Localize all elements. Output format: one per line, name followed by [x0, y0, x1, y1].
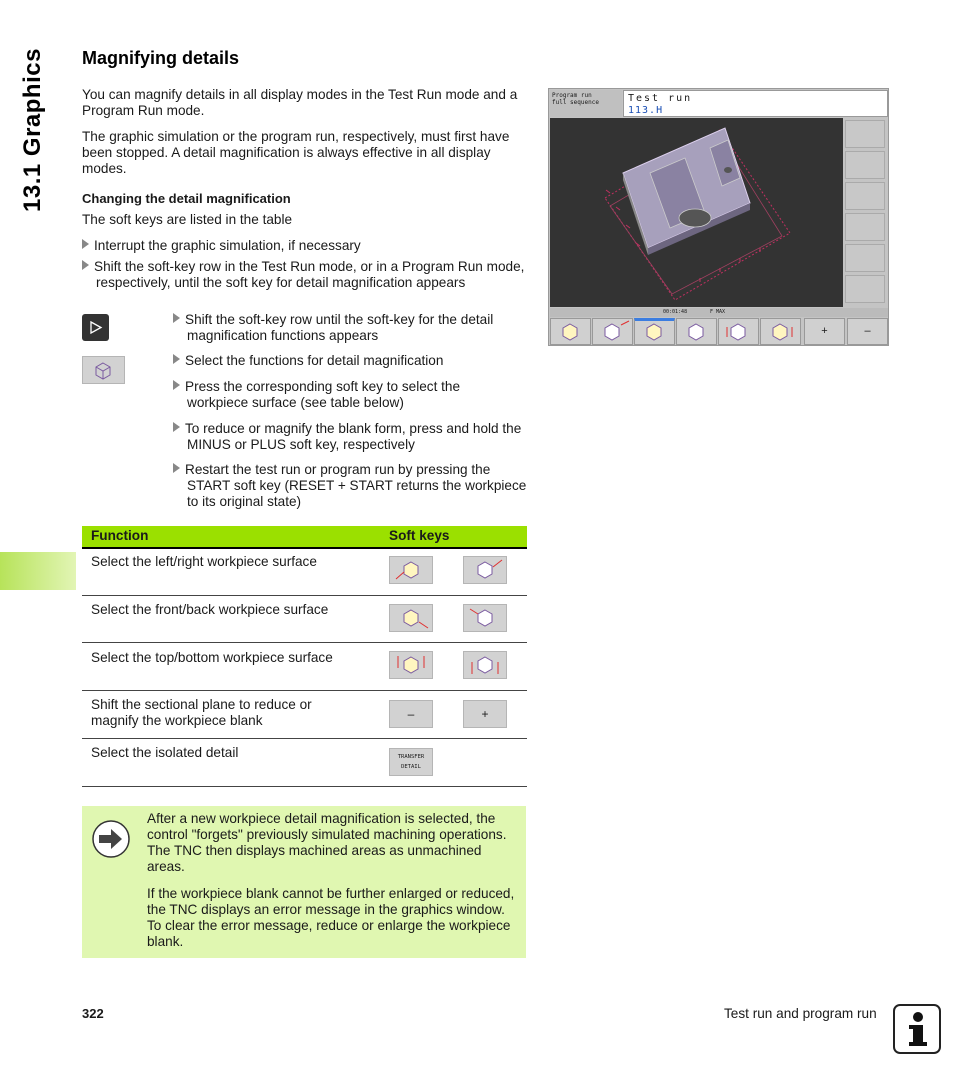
cube-icon [593, 319, 632, 344]
substep-text: Select the functions for detail magnification [185, 353, 444, 368]
cube-icon [677, 319, 716, 344]
mode-line-2: full sequence [552, 99, 599, 106]
table-divider [82, 738, 527, 739]
cube-icon [719, 319, 758, 344]
softkey-bottom-surface[interactable] [463, 651, 507, 679]
softkeys-line: The soft keys are listed in the table [82, 212, 293, 227]
vertical-chapter-title [8, 40, 58, 220]
graphic-simulation-area [550, 118, 843, 307]
arrow-right-circle-icon [91, 819, 131, 859]
softkey-cube-back[interactable] [676, 318, 717, 345]
softkey-cube-top[interactable] [718, 318, 759, 345]
table-divider [82, 690, 527, 691]
screen-status-bar [550, 308, 888, 317]
bullet-arrow-icon [82, 260, 89, 270]
transfer-line-2: DETAIL [401, 764, 421, 770]
bullet-text: Shift the soft-key row in the Test Run mode, or in a Program Run mode, respectively, until the soft key for detail magnification appears [94, 259, 525, 290]
cube-icon [551, 319, 590, 344]
bullet-arrow-icon [173, 380, 180, 390]
substep-1 [173, 312, 537, 344]
intro-paragraph-2: The graphic simulation or the program run, respectively, must first have been stopped. A detail magnification is always effective in all display modes. [82, 129, 510, 176]
bullet-arrow-icon [82, 239, 89, 249]
header-function: Function [91, 528, 149, 543]
screen-mode-label [550, 90, 622, 117]
table-divider [82, 642, 527, 643]
softkey-minus[interactable]: – [847, 318, 888, 345]
cube-front-arrow-icon [390, 605, 432, 631]
substep-4 [173, 421, 537, 453]
workpiece-3d-graphic [550, 118, 843, 307]
table-row-label: Select the front/back workpiece surface [91, 602, 329, 617]
note-box [82, 806, 526, 958]
table-divider [82, 786, 527, 787]
screen-vertical-softkeys [843, 118, 887, 307]
control-screen-image [548, 88, 889, 346]
page-number: 322 [82, 1006, 104, 1021]
bullet-arrow-icon [173, 463, 180, 473]
vertical-softkey[interactable] [845, 182, 885, 210]
screen-title-line-1: Test run [628, 93, 693, 104]
cube-top-arrow-icon [390, 652, 432, 678]
screen-program-name: 113.H [628, 105, 664, 116]
vertical-softkey[interactable] [845, 120, 885, 148]
bullet-1 [82, 238, 536, 254]
subheading: Changing the detail magnification [82, 191, 291, 206]
bullet-arrow-icon [173, 354, 180, 364]
substep-text: To reduce or magnify the blank form, press and hold the MINUS or PLUS soft key, respectively [185, 421, 522, 452]
softkey-cube-right[interactable] [592, 318, 633, 345]
intro-paragraph-1: You can magnify details in all display modes in the Test Run mode and a Program Run mode. [82, 87, 518, 118]
footer-chapter: Test run and program run [724, 1006, 877, 1021]
note-paragraph-2: If the workpiece blank cannot be further enlarged or reduced, the TNC displays an error message in the graphics window. To clear the error message, reduce or enlarge the workpiece blank. [147, 886, 515, 949]
table-row-label: Select the left/right workpiece surface [91, 554, 317, 569]
table-header [82, 526, 527, 549]
chapter-tab-marker [0, 552, 76, 590]
cube-left-arrow-icon [390, 557, 432, 583]
cube-icon [761, 319, 800, 344]
cube-bottom-arrow-icon [464, 652, 506, 678]
table-row-label: Select the isolated detail [91, 745, 239, 760]
header-soft-keys: Soft keys [389, 528, 450, 543]
table-divider [82, 595, 527, 596]
softkey-plus[interactable]: + [804, 318, 845, 345]
vertical-softkey[interactable] [845, 244, 885, 272]
softkey-back-surface[interactable] [463, 604, 507, 632]
softkey-top-surface[interactable] [389, 651, 433, 679]
note-paragraph-1: After a new workpiece detail magnification is selected, the control "forgets" previously simulated machining operations. The TNC then displays machined areas as unmachined areas. [147, 811, 507, 874]
softkey-front-surface[interactable] [389, 604, 433, 632]
cube-icon [83, 357, 124, 383]
softkey-cube-left[interactable] [550, 318, 591, 345]
transfer-line-1: TRANSFER [397, 754, 425, 760]
screen-title-box [623, 90, 888, 117]
info-i-glyph [895, 1006, 939, 1052]
substep-text: Shift the soft-key row until the soft-key for the detail magnification functions appears [185, 312, 494, 343]
bullet-2 [82, 259, 536, 291]
detail-magnification-softkey[interactable] [82, 356, 125, 384]
substep-5 [173, 462, 532, 510]
vertical-softkey[interactable] [845, 275, 885, 303]
chapter-title-text: 13.1 Graphics [19, 48, 46, 212]
softkey-cube-bottom[interactable] [760, 318, 801, 345]
shift-softkey-row-button[interactable] [82, 314, 109, 341]
softkey-transfer-detail[interactable] [389, 748, 433, 776]
softkey-left-surface[interactable] [389, 556, 433, 584]
cube-right-arrow-icon [464, 557, 506, 583]
bullet-arrow-icon [173, 422, 180, 432]
substep-3 [173, 379, 517, 411]
vertical-softkey[interactable] [845, 151, 885, 179]
softkey-minus[interactable]: – [389, 700, 433, 728]
cube-back-arrow-icon [464, 605, 506, 631]
mode-line-1: Program run [552, 92, 592, 99]
info-icon [893, 1004, 941, 1054]
status-time: 00:01:48 [663, 309, 688, 315]
section-title: Magnifying details [82, 48, 240, 68]
softkey-cube-front[interactable] [634, 318, 675, 345]
substep-2 [173, 353, 537, 369]
screen-softkey-row [550, 318, 888, 345]
substep-text: Restart the test run or program run by pressing the START soft key (RESET + START returns the workpiece to its original state) [185, 462, 527, 509]
play-triangle-icon [82, 314, 109, 341]
table-row-label: Shift the sectional plane to reduce or magnify the workpiece blank [91, 697, 312, 728]
status-feed: F MAX [710, 309, 726, 315]
bullet-arrow-icon [173, 313, 180, 323]
vertical-softkey[interactable] [845, 213, 885, 241]
softkey-plus[interactable]: + [463, 700, 507, 728]
table-row-label: Select the top/bottom workpiece surface [91, 650, 333, 665]
bullet-text: Interrupt the graphic simulation, if necessary [94, 238, 361, 253]
substep-text: Press the corresponding soft key to select the workpiece surface (see table below) [185, 379, 461, 410]
cube-icon [635, 321, 674, 343]
softkey-right-surface[interactable] [463, 556, 507, 584]
